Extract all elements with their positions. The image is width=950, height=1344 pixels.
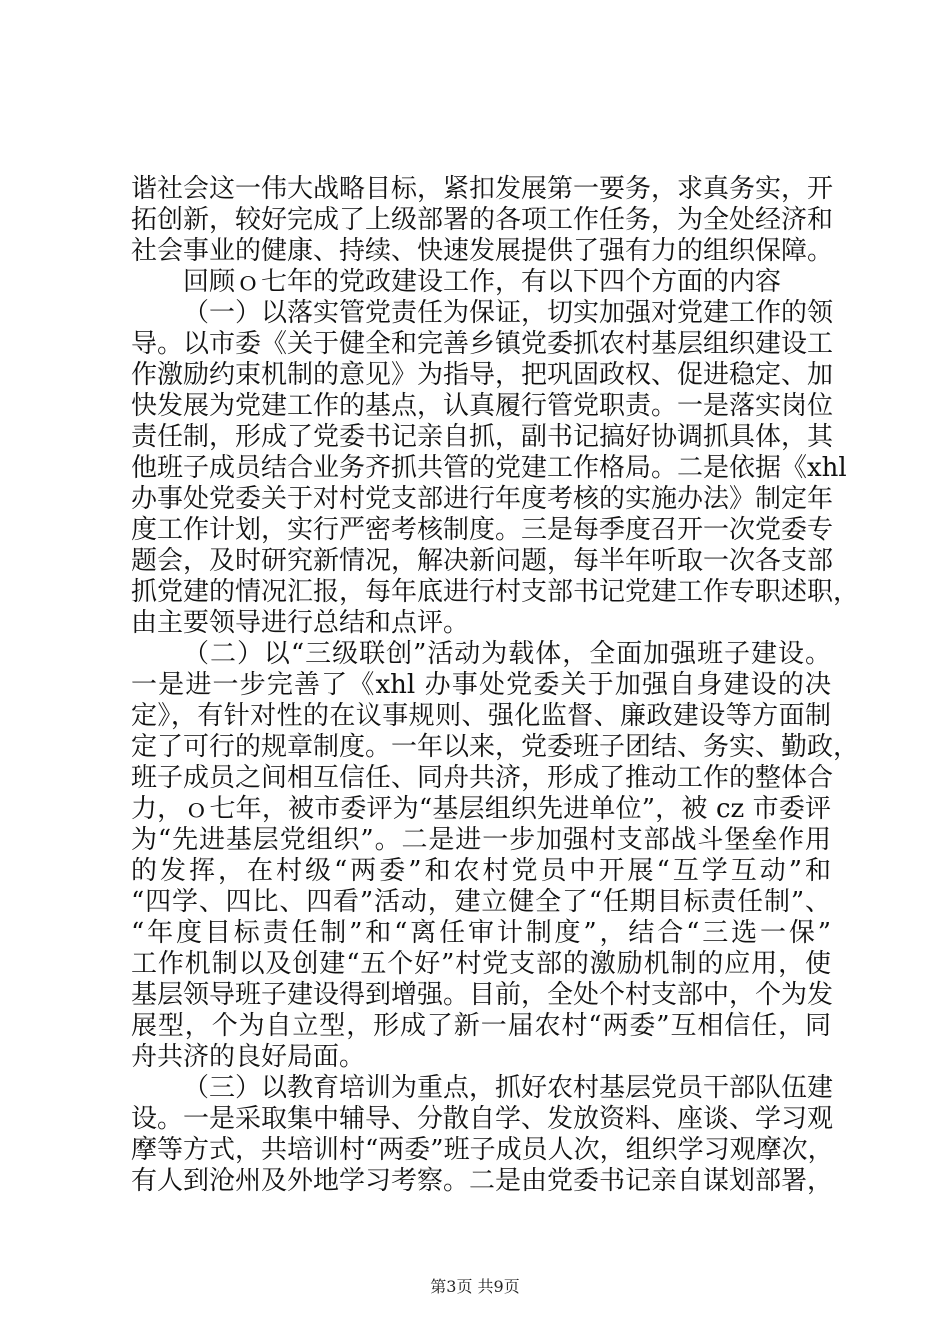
text-line: 责任制，形成了党委书记亲自抓，副书记搞好协调抓具体，其 [131, 422, 834, 452]
text-line: 定了可行的规章制度。一年以来，党委班子团结、务实、勤政， [131, 732, 860, 762]
text-line: 班子成员之间相互信任、同舟共济，形成了推动工作的整体合 [131, 763, 834, 793]
text-line: 设。一是采取集中辅导、分散自学、发放资料、座谈、学习观 [131, 1104, 834, 1134]
text-line: 摩等方式，共培训村“两委”班子成员人次，组织学习观摩次， [131, 1135, 834, 1165]
text-line: 工作机制以及创建“五个好”村党支部的激励机制的应用，使 [131, 949, 831, 979]
text-line: 题会，及时研究新情况，解决新问题，每半年听取一次各支部 [131, 546, 834, 576]
text-line: 谐社会这一伟大战略目标，紧扣发展第一要务，求真务实，开 [131, 174, 834, 204]
paragraph-heading: 回顾ｏ七年的党政建设工作，有以下四个方面的内容 [183, 267, 782, 297]
text-line: 一是进一步完善了《xhl 办事处党委关于加强自身建设的决 [131, 670, 831, 700]
text-line: 抓党建的情况汇报，每年底进行村支部书记党建工作专职述职， [131, 577, 860, 607]
text-line: 展型，个为自立型，形成了新一届农村“两委”互相信任，同 [131, 1011, 831, 1041]
text-line: 有人到沧州及外地学习考察。二是由党委书记亲自谋划部署， [131, 1166, 834, 1196]
page-footer: 第3页 共9页 [430, 1277, 520, 1296]
section-heading-1: （一）以落实管党责任为保证，切实加强对党建工作的领 [183, 298, 834, 328]
text-line: 舟共济的良好局面。 [131, 1042, 366, 1072]
text-line: 导。以市委《关于健全和完善乡镇党委抓农村基层组织建设工 [131, 329, 834, 359]
text-line: “年度目标责任制”和“离任审计制度”，结合“三选一保” [131, 918, 831, 948]
section-heading-3: （三）以教育培训为重点，抓好农村基层党员干部队伍建 [183, 1073, 834, 1103]
section-heading-2: （二）以“三级联创”活动为载体，全面加强班子建设。 [183, 639, 831, 669]
text-line: 拓创新，较好完成了上级部署的各项工作任务，为全处经济和 [131, 205, 834, 235]
text-line: 为“先进基层党组织”。二是进一步加强村支部战斗堡垒作用 [131, 825, 831, 855]
text-line: 定》，有针对性的在议事规则、强化监督、廉政建设等方面制 [131, 701, 831, 731]
text-line: 力，ｏ七年，被市委评为“基层组织先进单位”，被 cz 市委评 [131, 794, 831, 824]
text-line: 他班子成员结合业务齐抓共管的党建工作格局。二是依据《xhl [131, 453, 847, 483]
text-line: 快发展为党建工作的基点，认真履行管党职责。一是落实岗位 [131, 391, 834, 421]
text-line: 由主要领导进行总结和点评。 [131, 608, 470, 638]
text-line: 作激励约束机制的意见》为指导，把巩固政权、促进稳定、加 [131, 360, 834, 390]
document-body [131, 174, 860, 1197]
text-line: 社会事业的健康、持续、快速发展提供了强有力的组织保障。 [131, 236, 834, 266]
text-line: 基层领导班子建设得到增强。目前，全处个村支部中，个为发 [131, 980, 834, 1010]
text-line: 的发挥，在村级“两委”和农村党员中开展“互学互动”和 [131, 856, 831, 886]
text-line: “四学、四比、四看”活动，建立健全了“任期目标责任制”、 [131, 887, 831, 917]
text-line: 办事处党委关于对村党支部进行年度考核的实施办法》制定年 [131, 484, 834, 514]
text-line: 度工作计划，实行严密考核制度。三是每季度召开一次党委专 [131, 515, 834, 545]
